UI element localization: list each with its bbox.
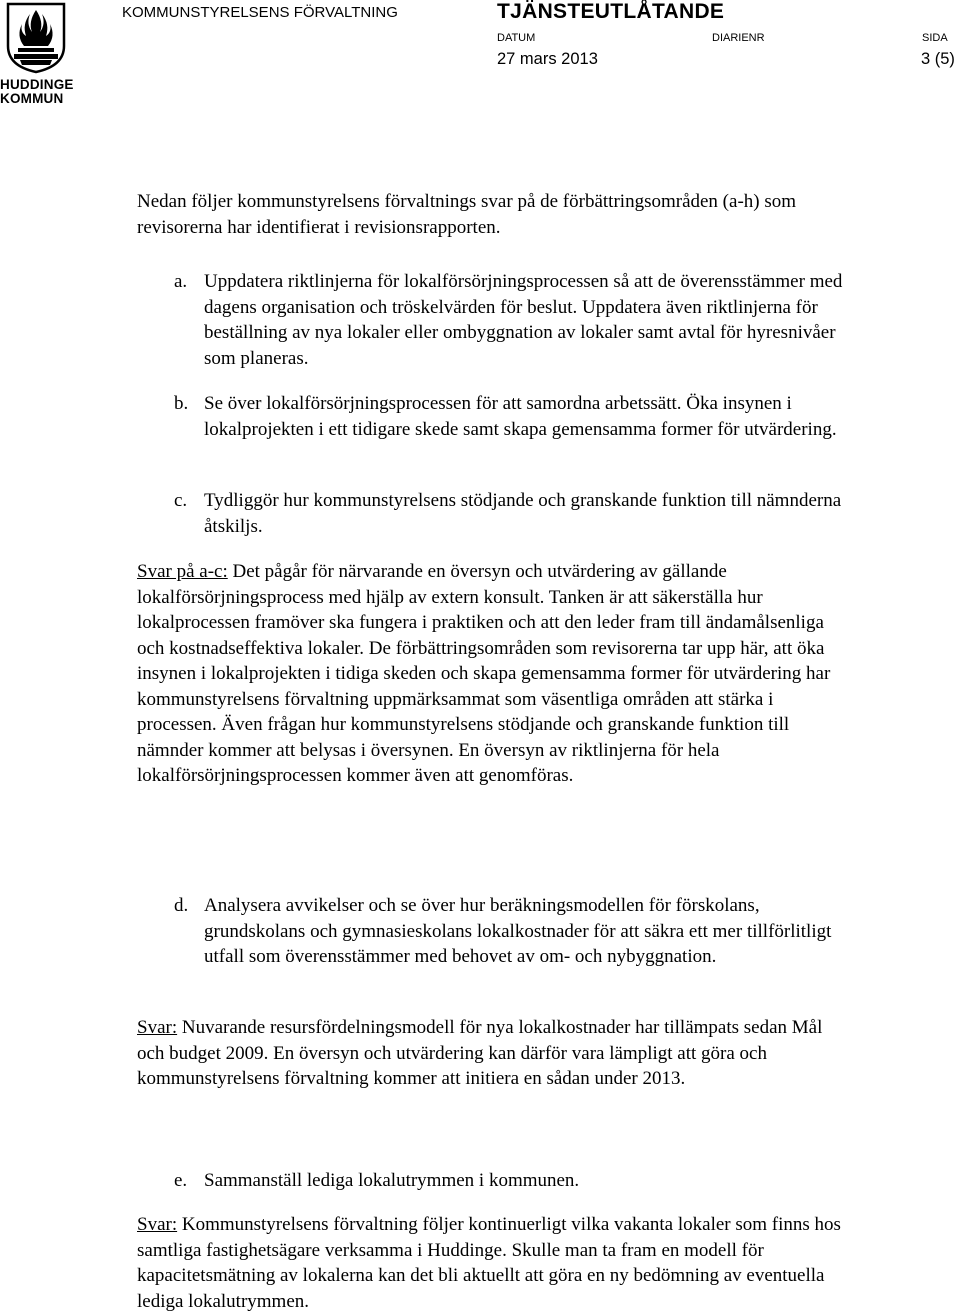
answer-text: Nuvarande resursfördelningsmodell för nya lokalkostnader har tillämpats sedan Mål och budget 2009. En översyn och utvärdering kan därför vara lämpligt att göra och kommunstyrelsens förvaltning kommer att initiera en sådan under 2013.: [137, 1017, 823, 1089]
date-label: DATUM: [497, 32, 536, 44]
org-name: KOMMUNSTYRELSENS FÖRVALTNING: [122, 4, 398, 21]
item-text: Tydliggör hur kommunstyrelsens stödjande och granskande funktion till nämnderna åtskiljs.: [204, 490, 842, 537]
answer-text: Kommunstyrelsens förvaltning följer kontinuerligt vilka vakanta lokaler som finns hos samtliga fastighetsägare verksamma i Huddinge. Skulle man ta fram en modell för kapacitetsmätning av lokalerna kan det bli aktuellt att göra en ny bedömning av eventuella lediga lokalutrymmen.: [137, 1214, 841, 1312]
logo-text: [0, 78, 80, 106]
answer-e: [137, 1212, 852, 1314]
item-label: e.: [174, 1170, 188, 1191]
item-text: Sammanställ lediga lokalutrymmen i kommunen.: [204, 1170, 580, 1191]
page-label: SIDA: [922, 32, 948, 44]
item-label: a.: [174, 271, 188, 292]
logo-line1: HUDDINGE: [0, 77, 74, 92]
answer-text: Det pågår för närvarande en översyn och utvärdering av gällande lokalförsörjningsprocess med hjälp av extern konsult. Tanken är att säkerställa hur lokalprocessen framöver ska fungera i praktiken och att den leder fram till ändamålsenliga och kostnadseffektiva lokaler. De förbättringsområden som revisorerna tar upp här, att öka insynen i lokalprojekten i tidiga skeden och skapa gemensamma former för utvärdering har kommunstyrelsens förvaltning uppmärksammat som väsentliga områden att stärka i processen. Även frågan hur kommunstyrelsens stödjande och granskande funktion till nämnder kommer att belysas i översynen. En översyn av riktlinjerna för hela lokalförsörjningsprocessen kommer även att genomföras.: [137, 561, 831, 786]
answer-label: Svar:: [137, 1017, 178, 1038]
item-text: Se över lokalförsörjningsprocessen för att samordna arbetssätt. Öka insynen i lokalprojekten i ett tidigare skede samt skapa gemensamma former för utvärdering.: [204, 393, 837, 440]
answer-a-c: [137, 559, 852, 789]
item-label: b.: [174, 393, 189, 414]
item-text: Uppdatera riktlinjerna för lokalförsörjningsprocessen så att de överensstämmer med dagens organisation och tröskelvärden för beslut. Uppdatera även riktlinjerna för beställning av nya lokaler eller ombyggnation av lokaler samt avtal för hyresnivåer som planeras.: [204, 271, 843, 369]
answer-label: Svar på a-c:: [137, 561, 228, 582]
logo-line2: KOMMUN: [0, 91, 64, 106]
municipality-logo: [0, 0, 80, 110]
item-label: c.: [174, 490, 188, 511]
answer-label: Svar:: [137, 1214, 178, 1235]
huddinge-crest-icon: [6, 2, 66, 74]
item-text: Analysera avvikelser och se över hur beräkningsmodellen för förskolans, grundskolans och gymnasieskolans lokalkostnader för att säkra ett mer tillförlitligt utfall som överensstämmer med behovet av om- och nybyggnation.: [204, 895, 832, 967]
page-value: 3 (5): [921, 50, 955, 68]
item-label: d.: [174, 895, 189, 916]
answer-d: [137, 1015, 852, 1092]
date-value: 27 mars 2013: [497, 50, 598, 68]
intro-paragraph: Nedan följer kommunstyrelsens förvaltnings svar på de förbättringsområden (a-h) som revisorerna har identifierat i revisionsrapporten.: [137, 191, 797, 238]
reg-label: DIARIENR: [712, 32, 765, 44]
doc-type: TJÄNSTEUTLÅTANDE: [497, 0, 725, 23]
